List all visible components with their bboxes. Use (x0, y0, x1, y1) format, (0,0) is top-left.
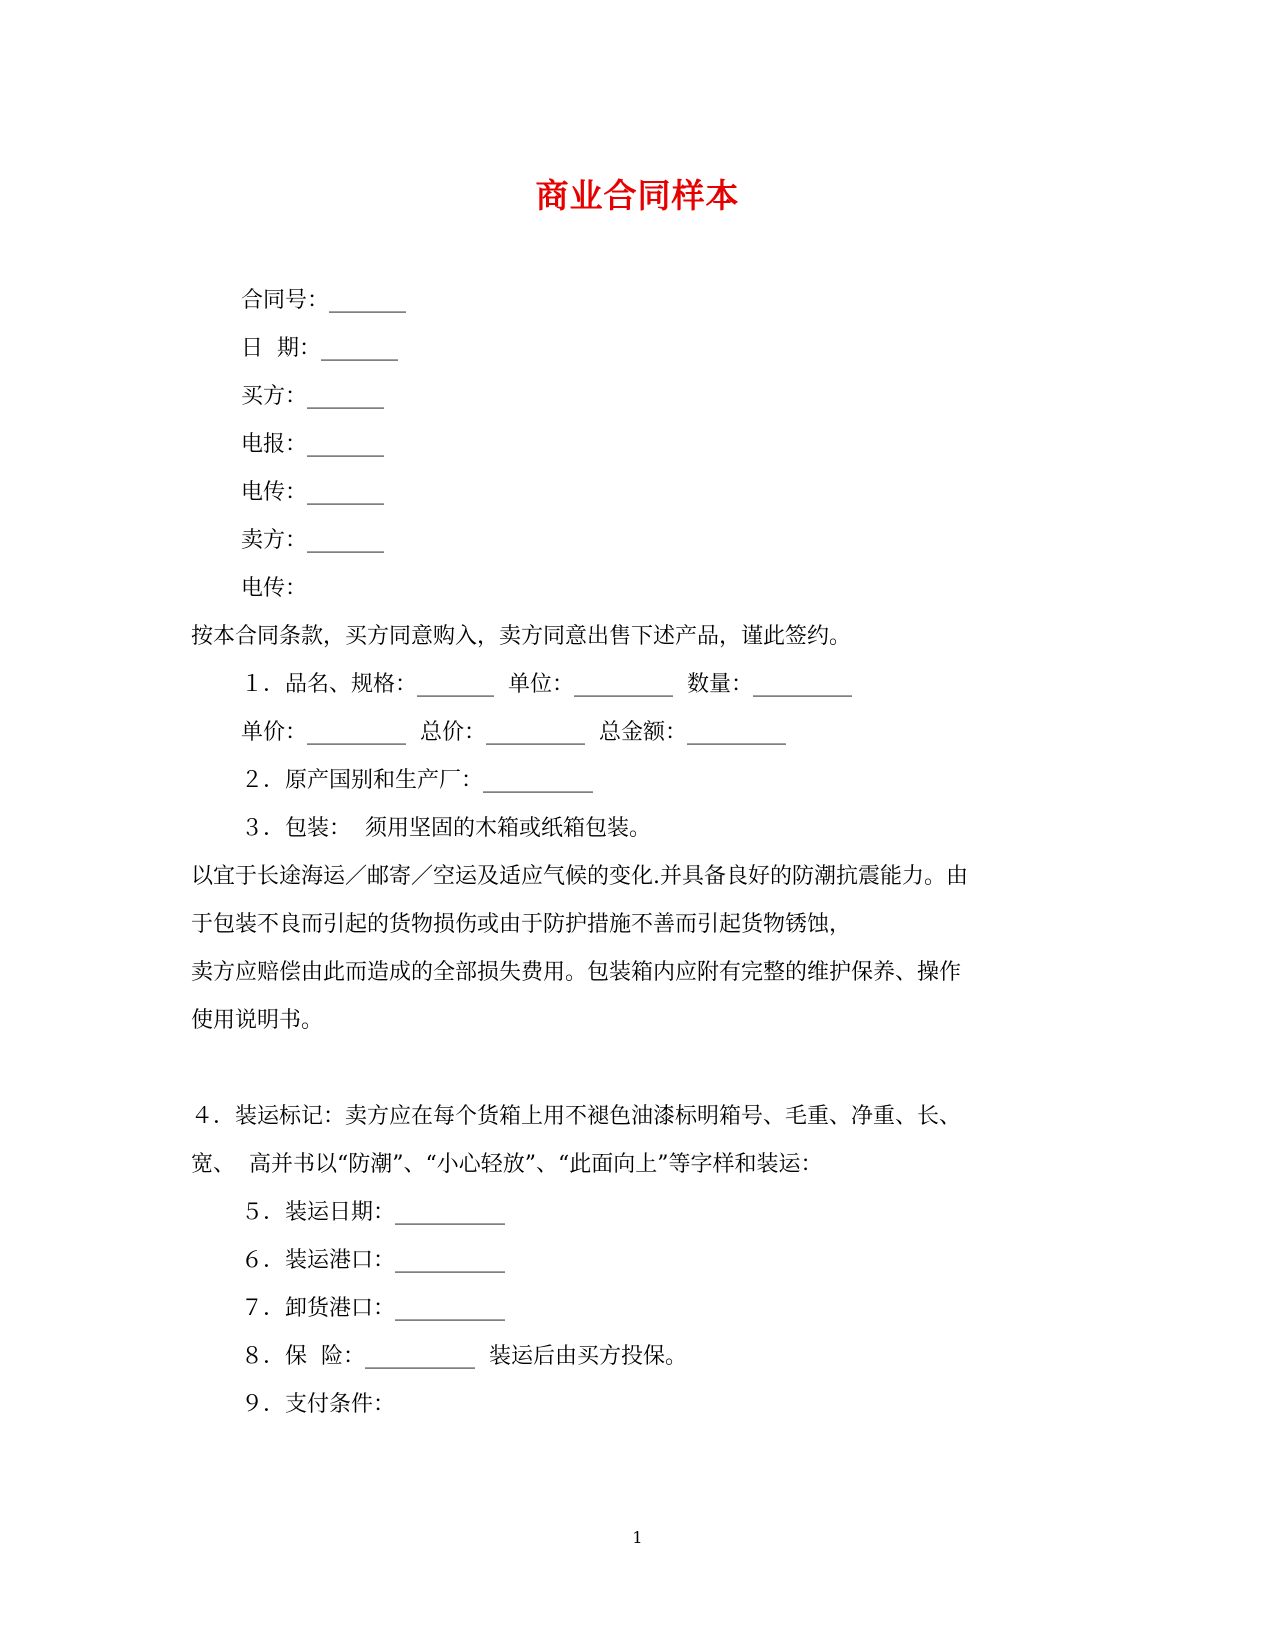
clause-1-line: １．品名、规格：_______ 单位：_________ 数量：_________ (241, 672, 852, 697)
clause-4-line-2: 宽、 高并书以“防潮”、“小心轻放”、“此面向上”等字样和装运： (191, 1152, 823, 1177)
packing-paragraph-line-4: 使用说明书。 (191, 1008, 324, 1033)
contract-number-line: 合同号：_______ (241, 288, 407, 313)
date-line: 日 期：_______ (241, 336, 398, 361)
page-number: 1 (632, 1528, 643, 1547)
telegram-line: 电报：_______ (241, 432, 385, 457)
clause-7-line: ７．卸货港口：__________ (241, 1296, 506, 1321)
telex-line: 电传：_______ (241, 480, 385, 505)
clause-5-line: ５．装运日期：__________ (241, 1200, 506, 1225)
buyer-line: 买方：_______ (241, 384, 385, 409)
clause-8-line: ８．保 险：__________ 装运后由买方投保。 (241, 1344, 687, 1369)
clause-4-line-1: ４．装运标记：卖方应在每个货箱上用不褪色油漆标明箱号、毛重、净重、长、 (191, 1104, 962, 1129)
clause-9-line: ９．支付条件： (241, 1392, 396, 1417)
clause-3-line: ３．包装： 须用坚固的木箱或纸箱包装。 (241, 816, 651, 841)
packing-paragraph-line-3: 卖方应赔偿由此而造成的全部损失费用。包装箱内应附有完整的维护保养、操作 (191, 960, 962, 985)
agreement-statement: 按本合同条款，买方同意购入，卖方同意出售下述产品，谨此签约。 (191, 624, 852, 649)
packing-paragraph-line-2: 于包装不良而引起的货物损伤或由于防护措施不善而引起货物锈蚀， (191, 912, 852, 937)
seller-line: 卖方：_______ (241, 528, 385, 553)
clause-2-line: ２．原产国别和生产厂：__________ (241, 768, 594, 793)
document-title: 商业合同样本 (535, 176, 740, 215)
packing-paragraph-line-1: 以宜于长途海运／邮寄／空运及适应气候的变化.并具备良好的防潮抗震能力。由 (191, 864, 968, 889)
clause-1-price-line: 单价：_________ 总价：_________ 总金额：_________ (241, 720, 786, 745)
seller-telex-line: 电传： (241, 576, 308, 601)
clause-6-line: ６．装运港口：__________ (241, 1248, 506, 1273)
